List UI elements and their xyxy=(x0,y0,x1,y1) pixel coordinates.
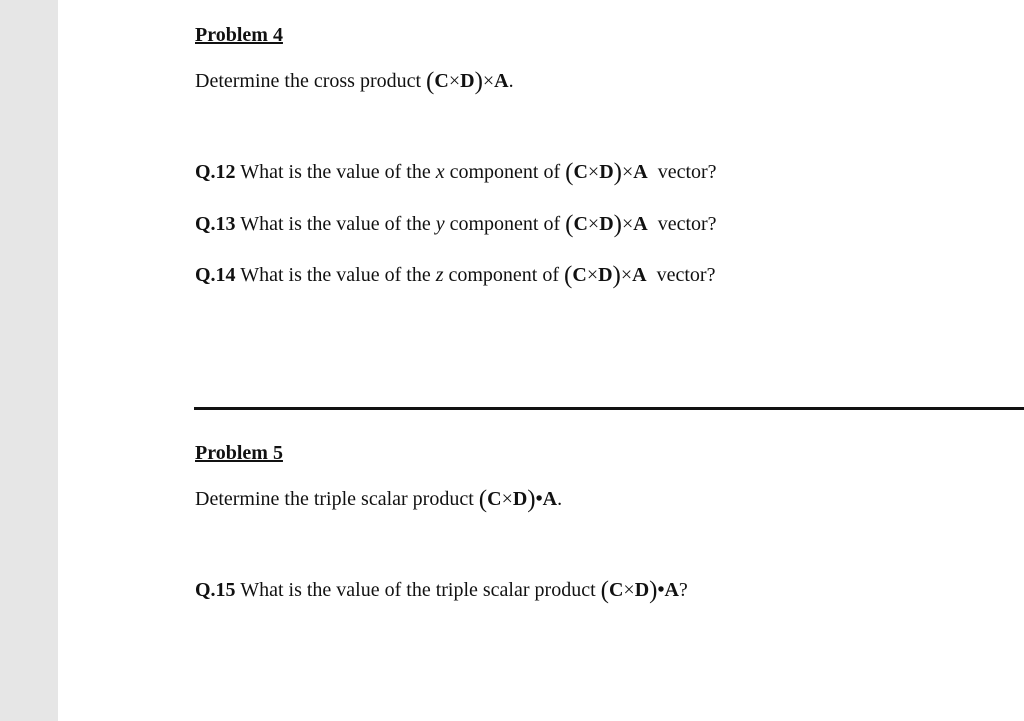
question-q15: Q.15 What is the value of the triple scalar product (C×D)•A? xyxy=(195,577,688,604)
cross-product-expression: (C×D)×A xyxy=(564,262,647,289)
cross-product-expression: (C×D)×A xyxy=(565,159,648,186)
problem-4-heading: Problem 4 xyxy=(195,24,283,46)
triple-scalar-expression: (C×D)•A xyxy=(600,577,679,604)
cross-product-expression: (C×D)×A xyxy=(426,68,509,95)
question-q12: Q.12 What is the value of the x component of (C×D)×A vector? xyxy=(195,159,717,186)
question-q14: Q.14 What is the value of the z component of (C×D)×A vector? xyxy=(195,262,716,289)
problem-5-heading: Problem 5 xyxy=(195,442,283,464)
problem-5-intro-text: Determine the triple scalar product xyxy=(195,488,474,510)
cross-product-expression: (C×D)×A xyxy=(565,211,648,238)
triple-scalar-expression: (C×D)•A xyxy=(478,486,558,513)
question-number: Q.12 xyxy=(195,161,236,183)
left-gutter xyxy=(0,0,58,721)
problem-4-intro: Determine the cross product (C×D)×A. xyxy=(195,68,514,95)
section-divider xyxy=(194,407,1024,410)
question-q13: Q.13 What is the value of the y component of (C×D)×A vector? xyxy=(195,211,717,238)
question-number: Q.14 xyxy=(195,264,236,286)
component-variable: y xyxy=(435,213,445,235)
question-number: Q.13 xyxy=(195,213,236,235)
component-variable: z xyxy=(435,264,444,286)
problem-4-intro-text: Determine the cross product xyxy=(195,70,422,92)
problem-5-intro: Determine the triple scalar product (C×D)•A. xyxy=(195,486,563,513)
document-page xyxy=(58,0,1024,721)
question-number: Q.15 xyxy=(195,579,236,601)
component-variable: x xyxy=(435,161,445,183)
